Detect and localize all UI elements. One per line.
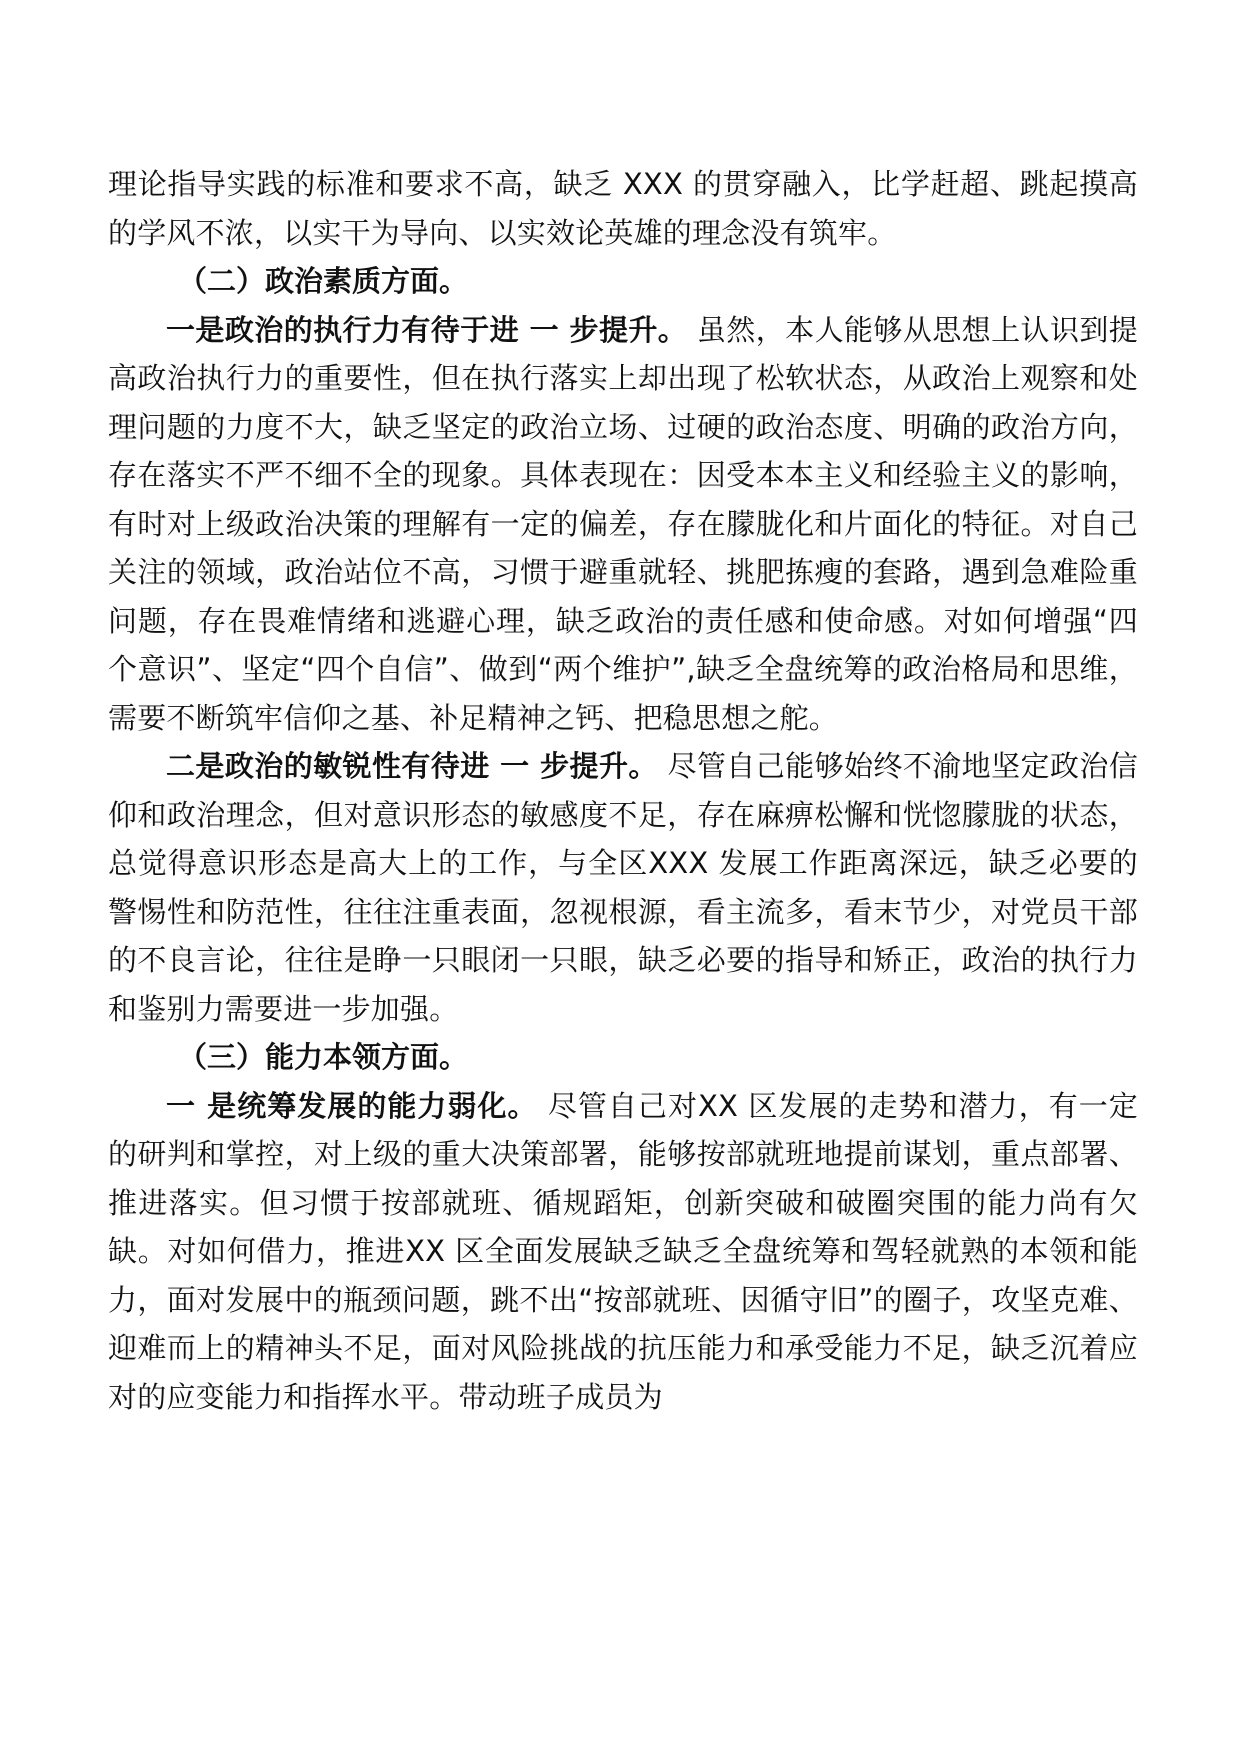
paragraph-1 xyxy=(108,160,1138,257)
paragraph-6-lead: 一 是统筹发展的能力弱化。 xyxy=(166,1088,538,1123)
document-page xyxy=(108,160,1138,1421)
paragraph-6-text: 尽管自己对XX 区发展的走势和潜力，有一定的研判和掌控，对上级的重大决策部署，能够按部就班地提前谋划，重点部署、推进落实。但习惯于按部就班、循规蹈矩，创新突破和破圈突围的能力尚有欠缺。对如何借力，推进XX 区全面发展缺乏缺乏全盘统筹和驾轻就熟的本领和能力，面对发展中的瓶颈问题，跳不出“按部就班、因循守旧”的圈子，攻坚克难、迎难而上的精神头不足，面对风险挑战的抗压能力和承受能力不足，缺乏沉着应对的应变能力和指挥水平。带动班子成员为 xyxy=(108,1088,1138,1414)
paragraph-4 xyxy=(108,742,1138,1033)
paragraph-4-text: 尽管自己能够始终不渝地坚定政治信仰和政治理念，但对意识形态的敏感度不足，存在麻痹松懈和恍惚朦胧的状态，总觉得意识形态是高大上的工作，与全区XXX 发展工作距离深远，缺乏必要的警惕性和防范性，往往注重表面，忽视根源，看主流多，看末节少，对党员干部的不良言论，往往是睁一只眼闭一只眼，缺乏必要的指导和矫正，政治的执行力和鉴别力需要进一步加强。 xyxy=(108,749,1138,1026)
paragraph-3-lead: 一是政治的执行力有待于进 一 步提升。 xyxy=(166,312,688,347)
paragraph-1-text: 理论指导实践的标准和要求不高，缺乏 XXX 的贯穿融入，比学赶超、跳起摸高的学风不浓，以实干为导向、以实效论英雄的理念没有筑牢。 xyxy=(108,167,1138,250)
paragraph-3-text: 虽然，本人能够从思想上认识到提高政治执行力的重要性，但在执行落实上却出现了松软状态，从政治上观察和处理问题的力度不大，缺乏坚定的政治立场、过硬的政治态度、明确的政治方向，存在落实不严不细不全的现象。具体表现在：因受本本主义和经验主义的影响，有时对上级政治决策的理解有一定的偏差，存在朦胧化和片面化的特征。对自己关注的领域，政治站位不高，习惯于避重就轻、挑肥拣瘦的套路，遇到急难险重问题，存在畏难情绪和逃避心理，缺乏政治的责任感和使命感。对如何增强“四个意识”、坚定“四个自信”、做到“两个维护”,缺乏全盘统筹的政治格局和思维，需要不断筑牢信仰之基、补足精神之钙、把稳思想之舵。 xyxy=(108,312,1138,735)
section-heading-2: （二）政治素质方面。 xyxy=(178,264,469,298)
paragraph-3 xyxy=(108,306,1138,743)
paragraph-4-lead: 二是政治的敏锐性有待进 一 步提升。 xyxy=(166,749,658,783)
paragraph-6 xyxy=(108,1082,1138,1422)
section-heading-3: （三）能力本领方面。 xyxy=(178,1040,469,1074)
